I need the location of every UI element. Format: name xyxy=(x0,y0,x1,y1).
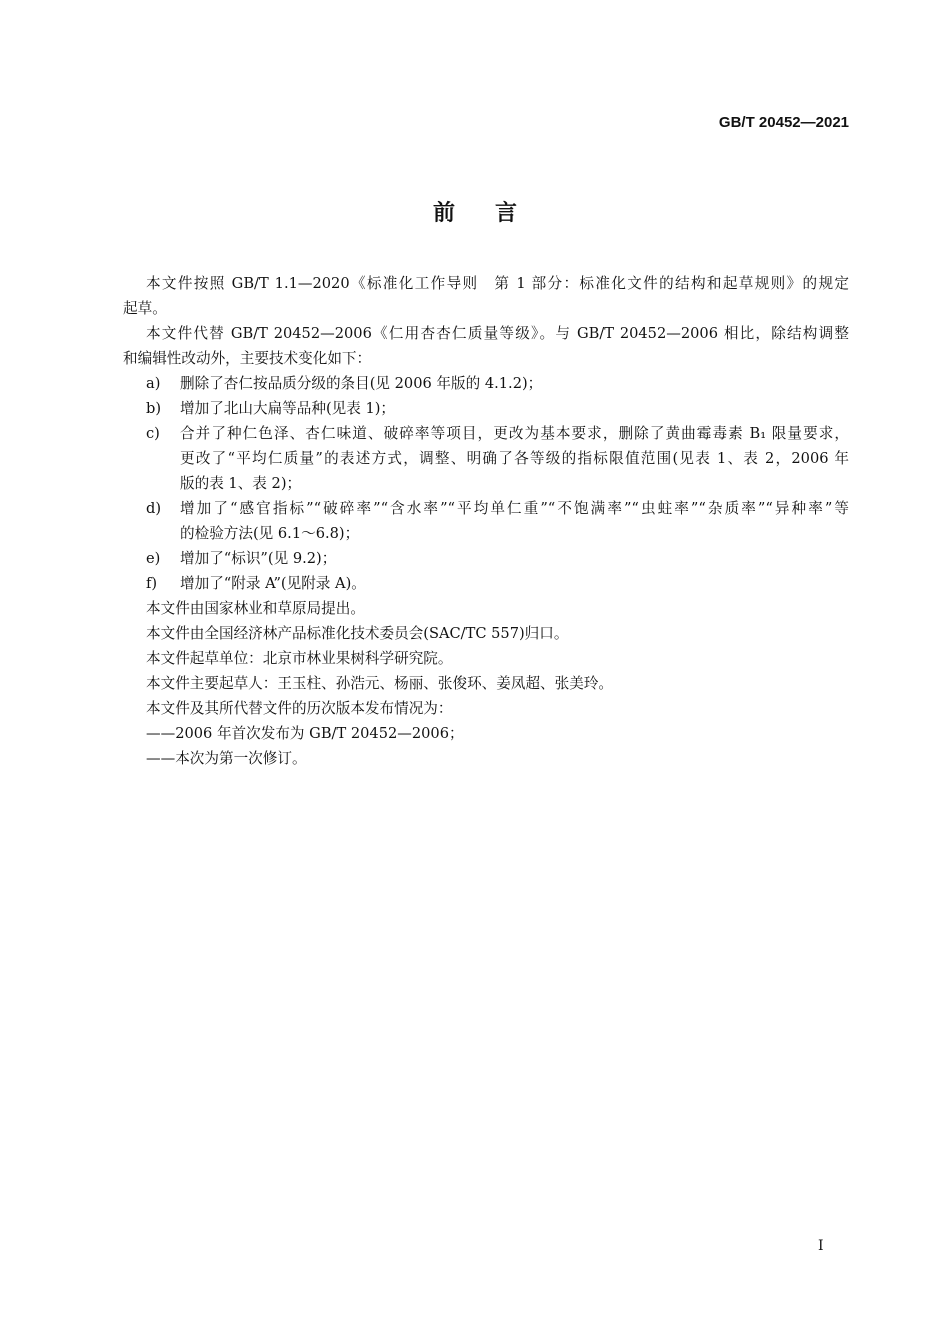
paragraph-line: 本文件按照 GB/T 1.1—2020《标准化工作导则 第 1 部分：标准化文件的结构和起草规则》的规定 xyxy=(146,275,849,292)
list-text: 增加了“附录 A”(见附录 A)。 xyxy=(180,575,366,592)
list-text: 版的表 1、表 2)； xyxy=(180,475,302,492)
list-text: 的检验方法(见 6.1～6.8)； xyxy=(180,525,360,542)
list-item xyxy=(123,496,849,521)
list-text: 增加了“标识”(见 9.2)； xyxy=(180,550,337,567)
list-marker: f) xyxy=(146,575,158,592)
list-item xyxy=(123,571,849,596)
list-item xyxy=(123,546,849,571)
document-body xyxy=(123,271,849,771)
paragraph-line: 本文件主要起草人：王玉柱、孙浩元、杨丽、张俊环、姜凤超、张美玲。 xyxy=(146,675,614,692)
paragraph-line: ——本次为第一次修订。 xyxy=(146,750,307,767)
list-text: 增加了“感官指标”“破碎率”“含水率”“平均单仁重”“不饱满率”“虫蛀率”“杂质率”“异种率”等 xyxy=(180,500,849,517)
list-text: 更改了“平均仁质量”的表述方式，调整、明确了各等级的指标限值范围(见表 1、表 2，2006 年 xyxy=(180,450,849,467)
list-marker: b) xyxy=(146,400,162,417)
list-text: 合并了种仁色泽、杏仁味道、破碎率等项目，更改为基本要求，删除了黄曲霉毒素 B₁ 限量要求， xyxy=(180,425,849,442)
paragraph-line: 本文件代替 GB/T 20452—2006《仁用杏杏仁质量等级》。与 GB/T 20452—2006 相比，除结构调整 xyxy=(146,325,849,342)
list-marker: c) xyxy=(146,425,160,442)
page-number: I xyxy=(818,1238,824,1254)
page-title: 前言 xyxy=(432,201,557,226)
paragraph-line: 起草。 xyxy=(123,300,167,317)
list-marker: a) xyxy=(146,375,161,392)
list-text: 删除了杏仁按品质分级的条目(见 2006 年版的 4.1.2)； xyxy=(180,375,543,392)
list-item xyxy=(123,396,849,421)
list-item xyxy=(123,371,849,396)
paragraph-line: 本文件起草单位：北京市林业果树科学研究院。 xyxy=(146,650,453,667)
paragraph-line: 和编辑性改动外，主要技术变化如下： xyxy=(123,350,372,367)
paragraph-line: 本文件由国家林业和草原局提出。 xyxy=(146,600,365,617)
list-text: 增加了北山大扁等品种(见表 1)； xyxy=(180,400,396,417)
paragraph-line: ——2006 年首次发布为 GB/T 20452—2006； xyxy=(146,725,464,742)
list-marker: d) xyxy=(146,500,162,517)
paragraph-line: 本文件由全国经济林产品标准化技术委员会(SAC/TC 557)归口。 xyxy=(146,625,569,642)
list-item xyxy=(123,421,849,446)
list-marker: e) xyxy=(146,550,161,567)
paragraph-line: 本文件及其所代替文件的历次版本发布情况为： xyxy=(146,700,453,717)
standard-number: GB/T 20452—2021 xyxy=(718,114,849,131)
